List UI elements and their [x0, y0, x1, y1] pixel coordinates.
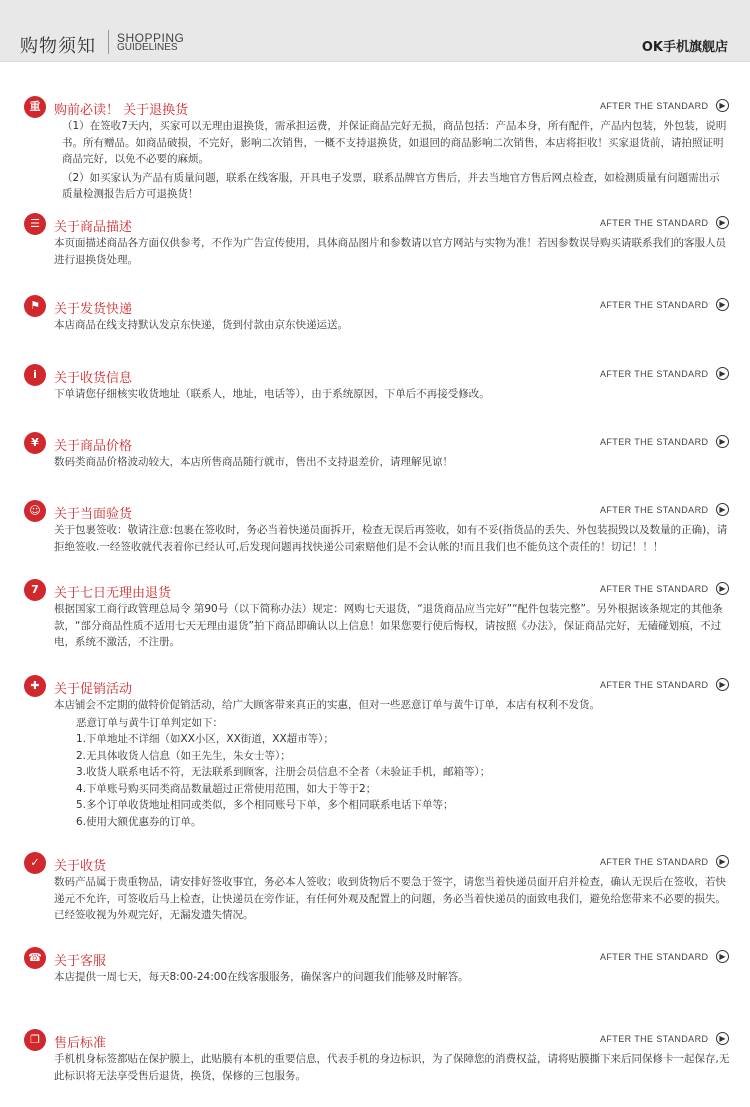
store-name: OK手机旗舰店 [641, 40, 728, 55]
section-body [54, 386, 730, 403]
after-sales-icon: ❐ [24, 1029, 46, 1051]
section-title: 关于七日无理由退货 [54, 586, 172, 601]
seven-day-return-icon: 7 [24, 579, 46, 601]
after-the-standard-label: AFTER THE STANDARD [600, 857, 709, 867]
after-the-standard-label: AFTER THE STANDARD [600, 505, 709, 515]
section-header [0, 1029, 750, 1053]
arrow-right-icon[interactable]: ▶ [716, 99, 729, 112]
section-body [54, 697, 730, 830]
arrow-right-icon[interactable]: ▶ [716, 950, 729, 963]
section-title: 售后标准 [54, 1036, 107, 1051]
section-paragraph: 数码类商品价格波动较大，本店所售商品随行就市，售出不支持退差价，请理解见谅！ [54, 456, 453, 468]
arrow-right-icon[interactable]: ▶ [716, 503, 729, 516]
section-title: 关于商品价格 [54, 439, 133, 454]
promotion-icon: ✚ [24, 675, 46, 697]
section-paragraph: 关于包裹签收：敬请注意:包裹在签收时，务必当着快递员面拆开，检查无误后再签收，如有不妥(指货品的丢失、外包装损毁以及数量的正确)，请拒绝签收.一经签收就代表着你已经认可,后发现问题再找快递公司索赔他们是不会认帐的!而且我们也不能负这个责任的！切记！！！ [54, 524, 728, 553]
arrow-right-icon[interactable]: ▶ [716, 435, 729, 448]
section-header [0, 96, 750, 120]
section-title: 关于客服 [54, 954, 107, 969]
arrow-right-icon[interactable]: ▶ [716, 298, 729, 311]
section-title: 关于商品描述 [54, 220, 133, 235]
subtitle-line-2: GUIDELINES [117, 42, 178, 53]
receipt-icon: ✓ [24, 852, 46, 874]
section-paragraph: 根据国家工商行政管理总局令 第90号（以下简称办法）规定：网购七天退货，“退货商品应当完好”“配件包装完整”。另外根据该条规定的其他条款，“部分商品性质不适用七天无理由退货”拍下商品即确认以上信息！如果您要行使后悔权，请按照《办法》，保证商品完好，无磕碰划痕，不过电，系统不激活，不注册。 [54, 603, 723, 648]
section-paragraph: （2）如买家认为产品有质量问题，联系在线客服，开具电子发票，联系品牌官方售后，并去当地官方售后网点检查，如检测质量有问题需出示质量检测报告后方可退换货！ [62, 171, 720, 200]
section-paragraph: 下单请您仔细核实收货地址（联系人，地址，电话等），由于系统原因，下单后不再接受修改。 [54, 388, 490, 400]
section-header [0, 213, 750, 237]
list-item: 5.多个订单收货地址相同或类似，多个相同账号下单，多个相同联系电话下单等； [76, 799, 454, 811]
section-body [54, 317, 730, 334]
section-body [54, 118, 730, 203]
list-item: 4.下单账号购买同类商品数量超过正常使用范围，如大于等于2； [76, 782, 377, 795]
section-title: 购前必读！ 关于退换货 [54, 103, 189, 118]
after-the-standard-label: AFTER THE STANDARD [600, 369, 709, 379]
price-icon: ¥ [24, 432, 46, 454]
arrow-right-icon[interactable]: ▶ [716, 855, 729, 868]
arrow-right-icon[interactable]: ▶ [716, 216, 729, 229]
section-paragraph: 本店提供一周七天，每天8:00-24:00在线客服服务，确保客户的问题我们能够及时解答。 [54, 971, 469, 983]
after-the-standard-label: AFTER THE STANDARD [600, 952, 709, 962]
customer-service-icon: ☎ [24, 947, 46, 969]
section-header [0, 295, 750, 319]
section-paragraph: 本店商品在线支持默认发京东快递，货到付款由京东快递运送。 [54, 319, 348, 331]
section-paragraph: 手机机身标签都贴在保护膜上，此贴膜有本机的重要信息，代表手机的身边标识，为了保障您的消费权益，请将贴膜撕下来后同保修卡一起保存,无此标识将无法享受售后退货，换货，保修的三包服务。 [54, 1053, 730, 1082]
section-header [0, 675, 750, 699]
after-the-standard-label: AFTER THE STANDARD [600, 680, 709, 690]
section-header [0, 579, 750, 603]
description-icon: ☰ [24, 213, 46, 235]
section-paragraph: （1）在签收7天内，买家可以无理由退换货，需承担运费，并保证商品完好无损，商品包括：产品本身，所有配件，产品内包装，外包装，说明书。所有赠品。如商品破损，不完好，影响二次销售，一概不支持退换货，如退回的商品影响二次销售，本店将拒收！买家退货前，请拍照证明商品完好，以免不必要的麻烦。 [62, 120, 727, 165]
section-title: 关于当面验货 [54, 507, 133, 522]
page-header [0, 0, 750, 62]
section-paragraph: 本页面描述商品各方面仅供参考，不作为广告宣传使用，具体商品图片和参数请以官方网站与实物为准！若因参数误导购买请联系我们的客服人员进行退换货处理。 [54, 237, 726, 266]
section-title: 关于收货信息 [54, 371, 133, 386]
after-the-standard-label: AFTER THE STANDARD [600, 300, 709, 310]
list-item: 6.使用大额优惠券的订单。 [76, 815, 202, 828]
section-paragraph: 数码产品属于贵重物品，请安排好签收事宜，务必本人签收；收到货物后不要急于签字，请您当着快递员面开启并检查，确认无误后在签收，若快递元不允许，可签收后马上检查，让快递员在旁作证，有任何外观及配置上的问题，务必当着快递员的面致电我们，避免给您带来不必要的损失。已经签收视为外观完好，无漏发遗失情况。 [54, 876, 726, 921]
arrow-right-icon[interactable]: ▶ [716, 367, 729, 380]
rules-intro: 恶意订单与黄牛订单判定如下： [76, 716, 223, 729]
list-item: 2.无具体收货人信息（如王先生，朱女士等）； [76, 749, 291, 762]
section-body [54, 601, 730, 651]
header-divider [108, 30, 109, 54]
section-header [0, 364, 750, 388]
shipping-icon: ⚑ [24, 295, 46, 317]
section-title: 关于促销活动 [54, 682, 133, 697]
section-title: 关于发货快递 [54, 302, 133, 317]
section-paragraph: 本店铺会不定期的做特价促销活动，给广大顾客带来真正的实惠，但对一些恶意订单与黄牛订单，本店有权利不发货。 [54, 699, 600, 711]
list-item: 1.下单地址不详细（如XX小区，XX街道，XX超市等）； [76, 733, 334, 745]
after-the-standard-label: AFTER THE STANDARD [600, 101, 709, 111]
after-the-standard-label: AFTER THE STANDARD [600, 1034, 709, 1044]
section-header [0, 500, 750, 524]
page-title: 购物须知 [20, 36, 96, 57]
info-icon: i [24, 364, 46, 386]
section-header [0, 432, 750, 456]
section-header [0, 852, 750, 876]
page-subtitle [117, 33, 184, 53]
after-the-standard-label: AFTER THE STANDARD [600, 218, 709, 228]
inspection-icon: ☺ [24, 500, 46, 522]
subtitle-line-1: SHOPPING [117, 31, 185, 45]
section-title: 关于收货 [54, 859, 107, 874]
section-body [54, 235, 730, 268]
section-body [54, 874, 730, 924]
return-notice-icon: 重 [24, 96, 46, 118]
after-the-standard-label: AFTER THE STANDARD [600, 584, 709, 594]
section-header [0, 947, 750, 971]
section-body [54, 969, 730, 986]
after-the-standard-label: AFTER THE STANDARD [600, 437, 709, 447]
list-item: 3.收货人联系电话不符，无法联系到顾客，注册会员信息不全者（未验证手机，邮箱等）； [76, 766, 491, 778]
section-body [54, 522, 730, 555]
arrow-right-icon[interactable]: ▶ [716, 582, 729, 595]
section-body [54, 454, 730, 471]
section-body [54, 1051, 730, 1084]
arrow-right-icon[interactable]: ▶ [716, 678, 729, 691]
arrow-right-icon[interactable]: ▶ [716, 1032, 729, 1045]
bad-order-rules [54, 715, 730, 831]
